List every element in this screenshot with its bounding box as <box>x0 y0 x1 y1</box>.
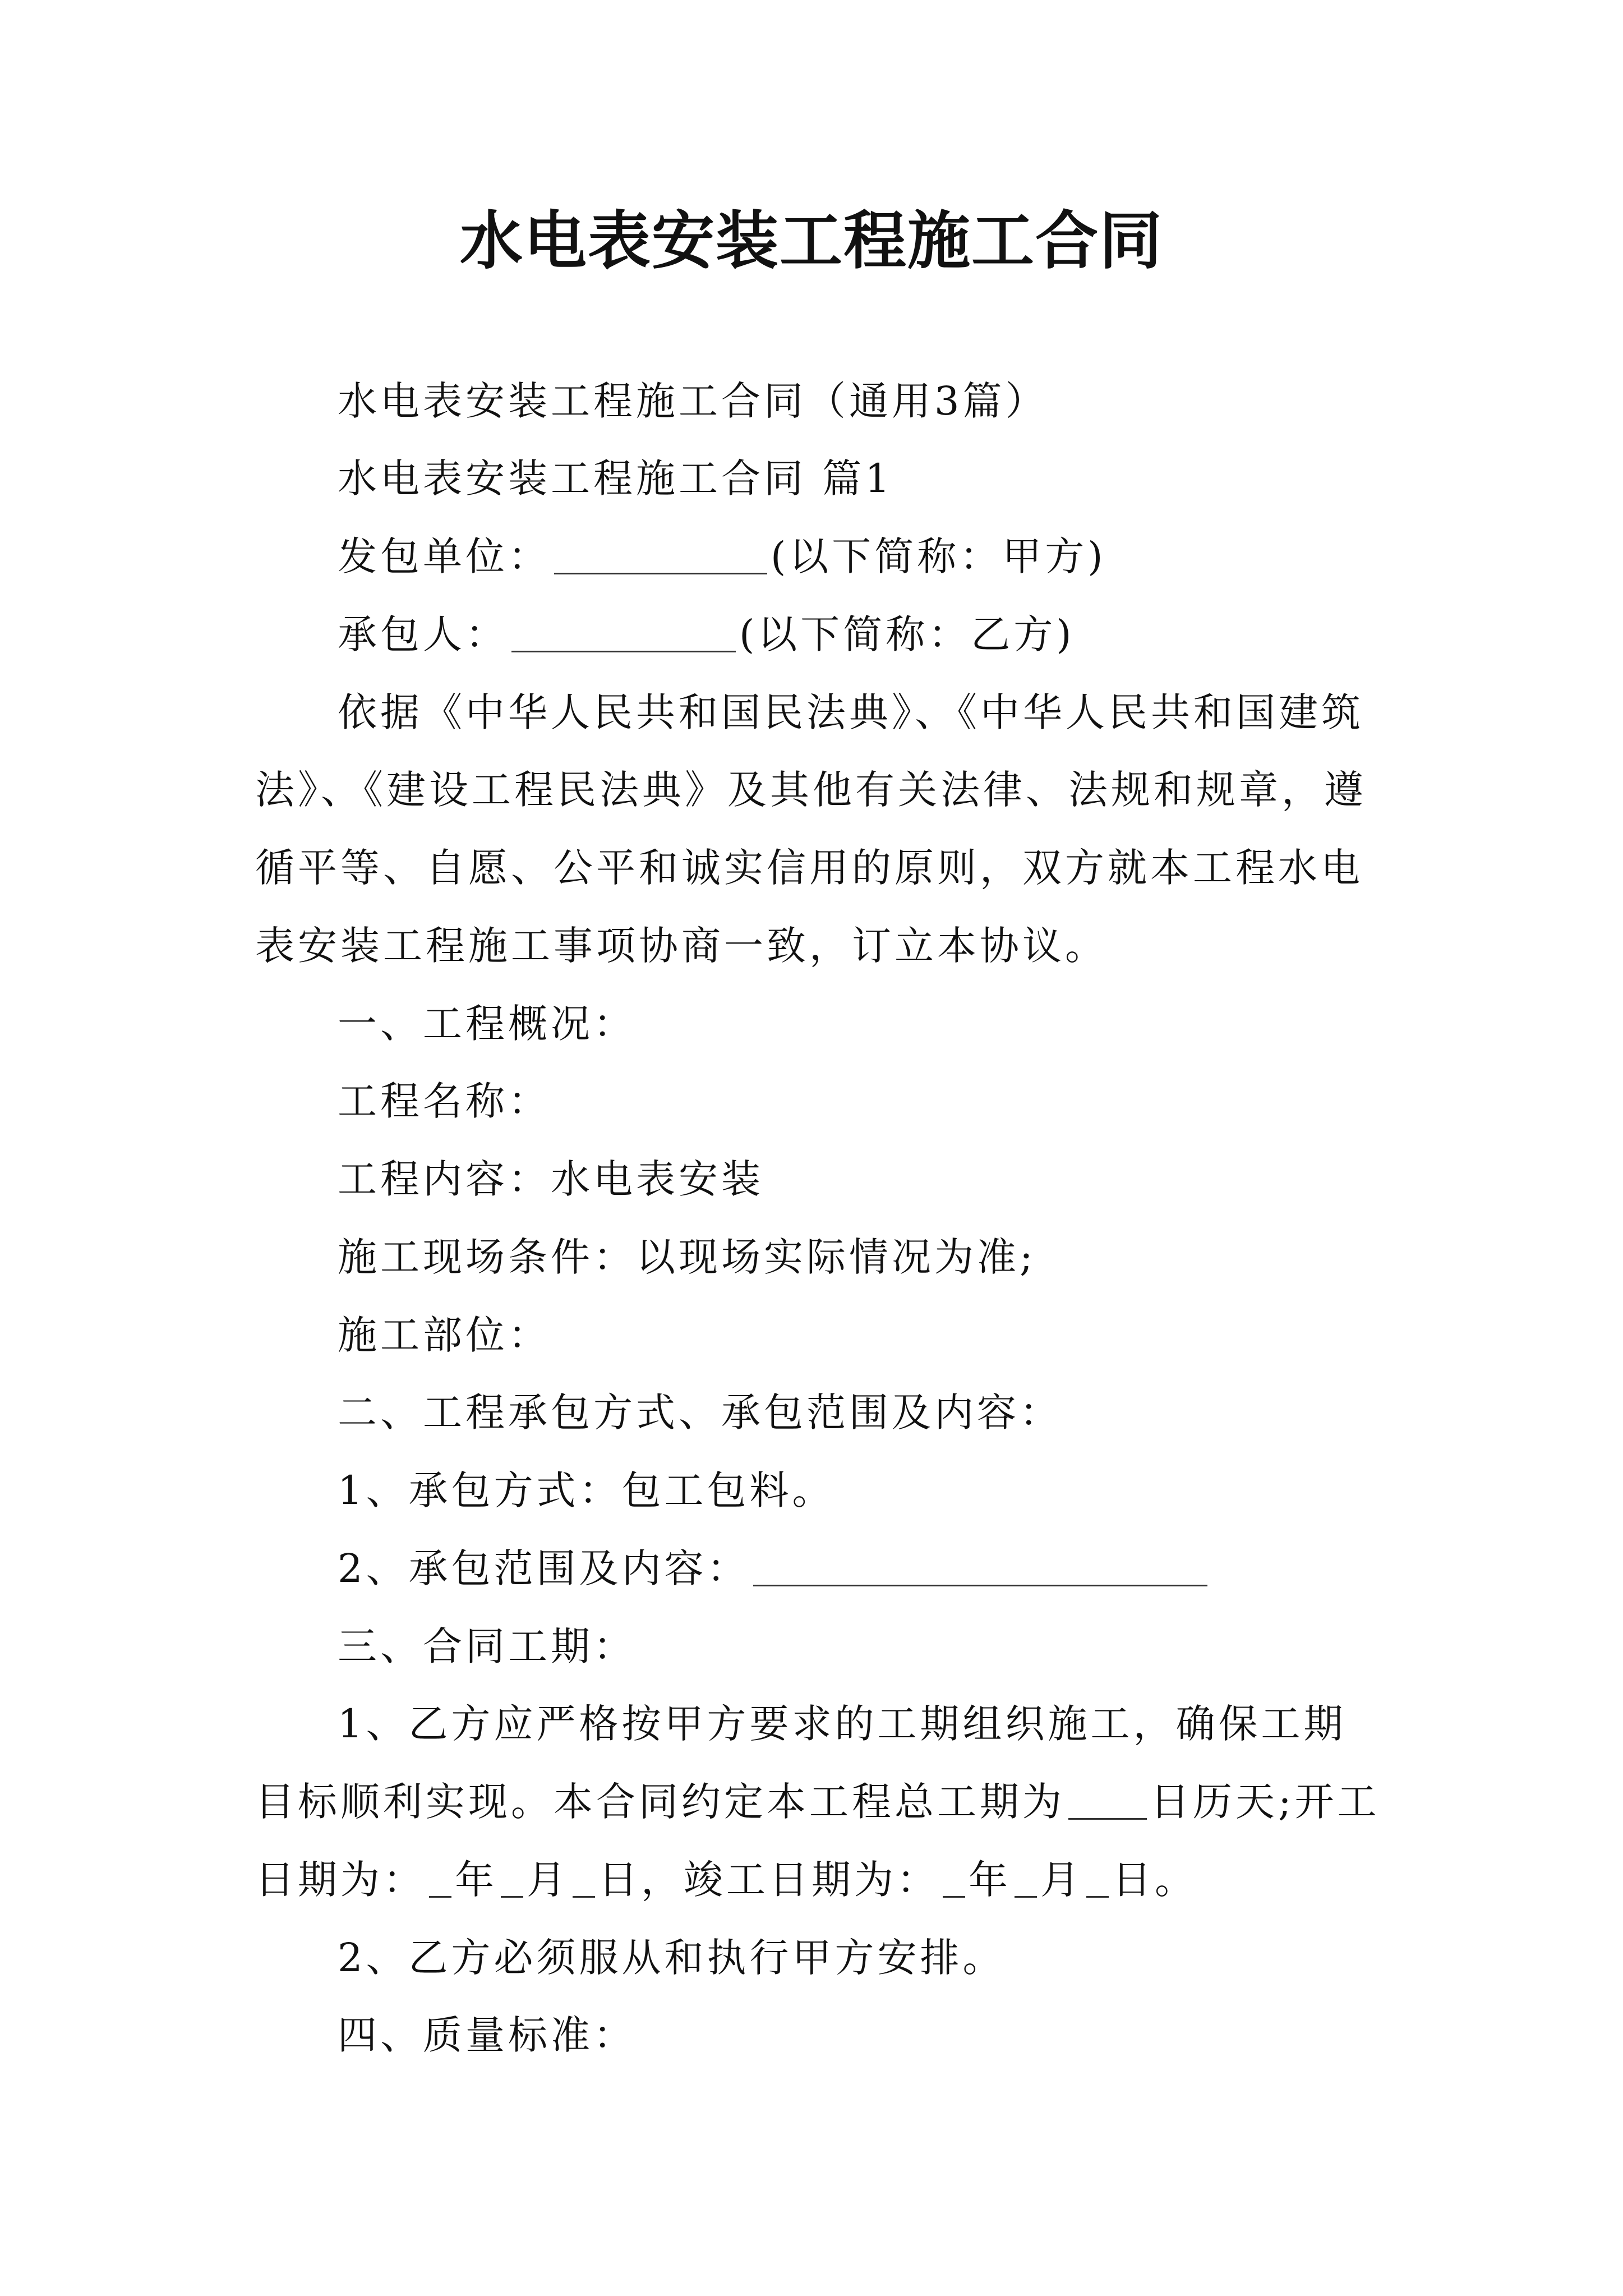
end-day-blank <box>1086 1857 1109 1898</box>
start-month-unit: 月 <box>527 1857 569 1903</box>
schedule-period: 。 <box>1155 1857 1197 1903</box>
section3-heading: 三、合同工期： <box>338 1623 636 1669</box>
schedule-line-3 <box>255 1855 1197 1905</box>
schedule-item-2: 2、乙方必须服从和执行甲方安排。 <box>338 1935 1006 1981</box>
start-day-blank <box>573 1857 595 1898</box>
section4-heading: 四、质量标准： <box>338 2012 636 2058</box>
document-subtitle: 水电表安装工程施工合同（通用3篇） <box>338 378 1048 424</box>
contractor-label: 发包单位： <box>338 533 551 579</box>
contractor-line <box>338 531 1106 582</box>
contract-scope-blank <box>753 1545 1207 1586</box>
preamble-line-3: 循平等、自愿、公平和诚实信用的原则，双方就本工程水电 <box>255 845 1363 891</box>
contractee-suffix: (以下简称：乙方) <box>739 611 1075 657</box>
preamble-line-1: 依据《中华人民共和国民法典》、《中华人民共和国建筑 <box>338 689 1364 735</box>
completion-date-label: ，竣工日期为： <box>641 1857 939 1903</box>
schedule-text-b: 日历天;开工 <box>1150 1779 1380 1825</box>
schedule-text-a: 目标顺利实现。本合同约定本工程总工期为 <box>255 1779 1065 1825</box>
end-year-blank <box>943 1857 965 1898</box>
end-month-blank <box>1015 1857 1037 1898</box>
contractee-line <box>338 609 1075 660</box>
project-name: 工程名称： <box>338 1078 551 1124</box>
end-day-unit: 日 <box>1112 1857 1155 1903</box>
preamble-line-4: 表安装工程施工事项协商一致，订立本协议。 <box>255 923 1108 969</box>
construction-location: 施工部位： <box>338 1312 551 1358</box>
contract-scope-line <box>338 1543 1211 1594</box>
section2-heading: 二、工程承包方式、承包范围及内容： <box>338 1389 1062 1435</box>
start-year-unit: 年 <box>455 1857 497 1903</box>
contract-scope-label: 2、承包范围及内容： <box>338 1545 750 1591</box>
end-month-unit: 月 <box>1040 1857 1083 1903</box>
start-date-label: 日期为： <box>255 1857 426 1903</box>
section1-heading: 一、工程概况： <box>338 1001 636 1047</box>
site-conditions: 施工现场条件：以现场实际情况为准; <box>338 1234 1036 1280</box>
part-heading: 水电表安装工程施工合同 篇1 <box>338 455 893 501</box>
schedule-line-1: 1、乙方应严格按甲方要求的工期组织施工，确保工期 <box>338 1701 1347 1747</box>
project-content: 工程内容：水电表安装 <box>338 1156 764 1202</box>
document-title: 水电表安装工程施工合同 <box>460 204 1163 278</box>
contractee-blank <box>511 611 736 652</box>
contractor-suffix: (以下简称：甲方) <box>771 533 1106 579</box>
start-year-blank <box>429 1857 451 1898</box>
start-day-unit: 日 <box>598 1857 641 1903</box>
preamble-line-2: 法》、《建设工程民法典》及其他有关法律、法规和规章，遵 <box>255 767 1367 813</box>
end-year-unit: 年 <box>969 1857 1011 1903</box>
schedule-line-2 <box>255 1777 1380 1827</box>
contractor-blank <box>554 533 767 574</box>
contractee-label: 承包人： <box>338 611 508 657</box>
start-month-blank <box>501 1857 523 1898</box>
total-days-blank <box>1068 1779 1147 1820</box>
contract-method: 1、承包方式：包工包料。 <box>338 1467 835 1513</box>
